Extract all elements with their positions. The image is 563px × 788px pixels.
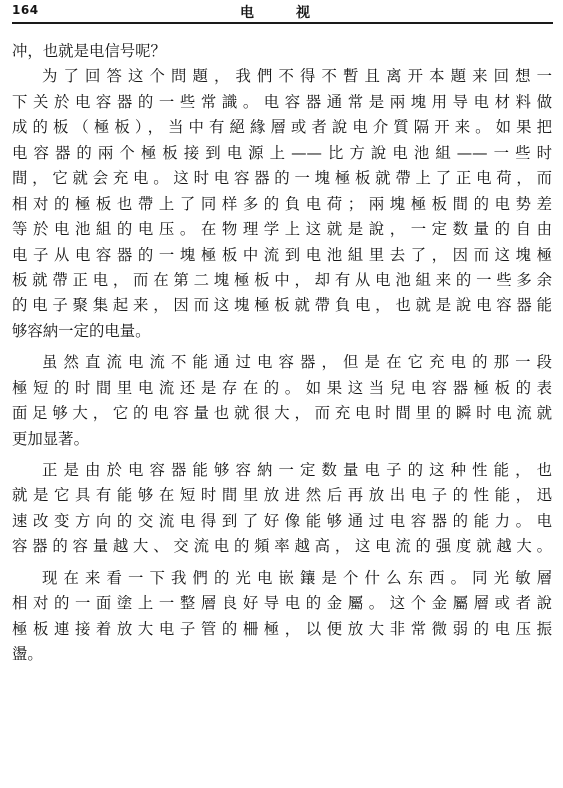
text-line: 板就帶正电，而在第二塊極板中，却有从电池組来的一些多余	[12, 270, 552, 289]
text-line: 为了回答这个問題，我們不得不暫且离开本題来回想一	[42, 67, 552, 86]
text-line: 極板連接着放大电子管的柵極，以便放大非常微弱的电压振	[12, 619, 552, 638]
text-line: 的电子聚集起来，因而这塊極板就帶負电，也就是說电容器能	[12, 296, 552, 315]
text-line: 速改变方向的交流电得到了好像能够通过电容器的能力。电	[12, 511, 552, 530]
text-line: 成的板（極板），当中有絕緣層或者說电介質隔开来。如果把	[12, 118, 552, 137]
text-line: 虽然直流电流不能通过电容器，但是在它充电的那一段	[42, 353, 552, 372]
text-line: 冲，也就是电信号呢？	[12, 42, 166, 60]
chapter-title: 电视	[240, 5, 352, 21]
text-line: 就是它具有能够在短时間里放进然后再放出电子的性能，迅	[12, 486, 552, 505]
body-text	[12, 39, 552, 668]
text-line: 下关於电容器的一些常識。电容器通常是兩塊用导电材料做	[12, 92, 552, 111]
page-number: 164	[12, 3, 39, 17]
text-line: 極短的时間里电流还是存在的。如果这当兒电容器極板的表	[12, 378, 552, 397]
text-line: 更加显著。	[12, 429, 89, 448]
text-line: 相对的極板也帶上了同样多的負电荷；兩塊極板間的电势差	[12, 194, 552, 213]
text-line: 等於电池組的电压。在物理学上这就是說，一定数量的自由	[12, 220, 552, 239]
text-line: 够容納一定的电量。	[12, 321, 151, 340]
text-line: 电子从电容器的一塊極板中流到电池組里去了，因而这塊極	[12, 245, 552, 264]
text-line: 面足够大，它的电容量也就很大，而充电时間里的瞬时电流就	[12, 404, 552, 423]
text-line: 电容器的兩个極板接到电源上——比方說电池組——一些时	[12, 143, 552, 162]
text-line: 盪。	[12, 645, 43, 664]
running-header	[12, 2, 553, 24]
text-line: 现在来看一下我們的光电嵌鑲是个什么东西。同光敏層	[42, 568, 552, 587]
text-line: 正是由於电容器能够容納一定数量电子的这种性能，也	[42, 461, 552, 479]
text-line: 容器的容量越大、交流电的頻率越高，这电流的强度就越大。	[12, 537, 552, 556]
text-line: 相对的一面塗上一整層良好导电的金屬。这个金屬層或者說	[12, 594, 552, 613]
text-line: 間，它就会充电。这时电容器的一塊極板就帶上了正电荷，而	[12, 169, 552, 188]
